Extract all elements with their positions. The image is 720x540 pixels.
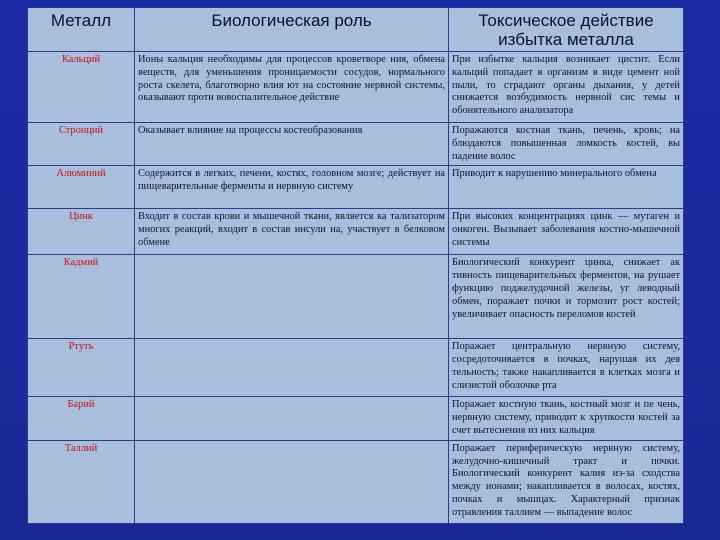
biological-role-cell	[135, 255, 449, 339]
biological-role-cell: Ионы кальция необходимы для процессов кроветворе ния, обмена веществ, для уменьшения проницаемости сосудов, нормального роста скелета, благотворно влия ют на состояние нервной системы, оказывают проти вовоспалительное действие	[135, 52, 449, 123]
table-row-aluminium	[28, 166, 684, 209]
table-row-calcium	[28, 52, 684, 123]
metal-name: Кадмий	[28, 255, 135, 339]
toxic-action-cell: Поражает центральную нервную систему, сосредоточивается в почках, нарушая их дея тельность; также накапливается в клетках мозга и слизистой оболочке рта	[449, 339, 684, 397]
toxic-action-cell: При избытке кальция возникает цистит. Если кальций попадает в организм в виде цемент ной пыли, то страдают органы дыхания, у детей снижается возбудимость нервной сис темы и обонятельного анализатора	[449, 52, 684, 123]
biological-role-cell	[135, 397, 449, 440]
metal-name: Таллий	[28, 440, 135, 523]
toxic-action-cell: Поражает периферическую нервную систему, желудочно-кишечный тракт и почки. Биологический конкурент калия из-за сходства между ионами; накапливается в волосах, костях, почках и мышцах. Характерный признак отравления таллием — выпадение волос	[449, 440, 684, 523]
metals-table-container	[27, 7, 683, 533]
toxic-action-cell: Биологический конкурент цинка, снижает ак тивность пищеварительных ферментов, на рушает функцию поджелудочной железы, уг леводный обмен, поражает почки и тормозит рост костей; увеличивает опасность переломов костей	[449, 255, 684, 339]
metals-table	[27, 7, 684, 524]
toxic-action-cell: Поражаются костная ткань, печень, кровь; на блюдаются повышенная ломкость костей, вы падение волос	[449, 123, 684, 166]
biological-role-cell: Оказывает влияние на процессы костеобразования	[135, 123, 449, 166]
toxic-action-cell: Приводит к нарушению минерального обмена	[449, 166, 684, 209]
table-header-row	[28, 8, 684, 52]
metal-name: Алюминий	[28, 166, 135, 209]
metal-name: Барий	[28, 397, 135, 440]
header-toxic-action: Токсическое действие избытка металла	[449, 8, 684, 52]
metal-name: Ртуть	[28, 339, 135, 397]
header-metal: Металл	[28, 8, 135, 52]
table-row-strontium	[28, 123, 684, 166]
header-biological-role: Биологическая роль	[135, 8, 449, 52]
metal-name: Стронций	[28, 123, 135, 166]
biological-role-cell: Входит в состав крови и мышечной ткани, является ка тализатором многих реакций, входит в состав инсули на, участвует в белковом обмене	[135, 209, 449, 255]
biological-role-cell	[135, 440, 449, 523]
metal-name: Цинк	[28, 209, 135, 255]
metal-name: Кальций	[28, 52, 135, 123]
biological-role-cell: Содержится в легких, печени, костях, головном мозге; действует на пищеварительные ферменты и нервную систему	[135, 166, 449, 209]
biological-role-cell	[135, 339, 449, 397]
toxic-action-cell: Поражает костную ткань, костный мозг и пе чень, нервную систему, приводит к хрупкости костей за счет вытеснения из них кальция	[449, 397, 684, 440]
table-row-barium	[28, 397, 684, 440]
table-row-mercury	[28, 339, 684, 397]
table-row-zinc	[28, 209, 684, 255]
toxic-action-cell: При высоких концентрациях цинк — мутаген и онкоген. Вызывает заболевания костно-мышечной системы	[449, 209, 684, 255]
table-row-cadmium	[28, 255, 684, 339]
table-row-thallium	[28, 440, 684, 523]
